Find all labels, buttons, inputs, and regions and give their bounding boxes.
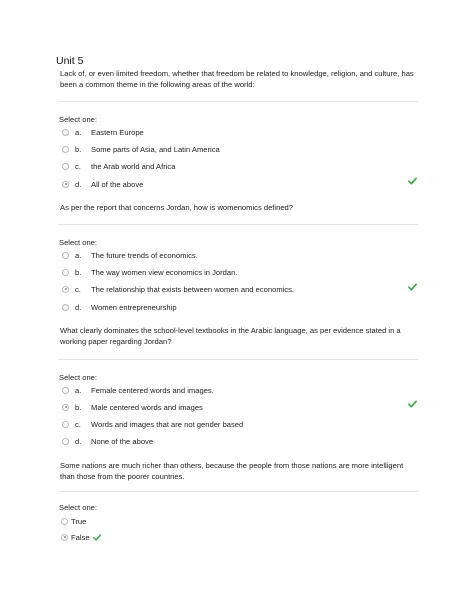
radio-button[interactable] (62, 146, 69, 153)
radio-button-selected[interactable] (62, 286, 69, 293)
option-letter: b. (75, 402, 82, 412)
q3-option-a[interactable] (62, 384, 214, 396)
q4-option-false[interactable] (61, 531, 101, 543)
option-label: Women entrepreneurship (91, 302, 177, 312)
divider (58, 101, 418, 102)
radio-button[interactable] (62, 304, 69, 311)
radio-button-selected[interactable] (62, 404, 69, 411)
option-letter: d. (75, 302, 82, 312)
option-label: The future trends of economics. (91, 250, 198, 260)
correct-check-icon (408, 283, 417, 291)
option-letter: d. (75, 436, 82, 446)
option-label: Eastern Europe (91, 127, 144, 137)
select-one-label: Select one: (59, 503, 97, 512)
q3-option-c[interactable] (62, 418, 243, 430)
option-label: All of the above (91, 179, 144, 189)
option-letter: b. (75, 144, 82, 154)
q2-option-d[interactable] (62, 301, 177, 313)
select-one-label: Select one: (59, 373, 97, 382)
q2-option-a[interactable] (62, 249, 198, 261)
option-label: The way women view economics in Jordan. (91, 267, 238, 277)
q1-option-b[interactable] (62, 143, 220, 155)
option-letter: b. (75, 267, 82, 277)
option-label: Male centered words and images (91, 402, 203, 412)
q1-option-c[interactable] (62, 160, 175, 172)
q4-option-true[interactable] (61, 515, 86, 527)
radio-button[interactable] (62, 129, 69, 136)
q2-option-b[interactable] (62, 266, 237, 278)
divider (58, 491, 418, 492)
option-label: the Arab world and Africa (91, 161, 176, 171)
radio-button[interactable] (62, 269, 69, 276)
select-one-label: Select one: (59, 115, 97, 124)
q2-option-c[interactable] (62, 283, 294, 295)
radio-button[interactable] (62, 421, 69, 428)
question-1-text: Lack of, or even limited freedom, whether that freedom be related to knowledge, religion, and culture, has been a common theme in the following areas of the world: (60, 69, 414, 90)
option-label: Words and images that are not gender based (91, 419, 244, 429)
question-3-text: What clearly dominates the school-level textbooks in the Arabic language, as per evidence stated in a working paper regarding Jordan? (60, 326, 401, 347)
radio-button[interactable] (62, 438, 69, 445)
radio-button[interactable] (62, 387, 69, 394)
radio-button-selected[interactable] (62, 181, 69, 188)
q3-option-b[interactable] (62, 401, 203, 413)
option-letter: a. (75, 250, 82, 260)
radio-button[interactable] (62, 252, 69, 259)
q3-option-d[interactable] (62, 435, 153, 447)
option-letter: c. (75, 284, 81, 294)
option-label: Some parts of Asia, and Latin America (91, 144, 220, 154)
option-label: False (71, 532, 90, 542)
option-label: Female centered words and images. (91, 385, 214, 395)
option-letter: a. (75, 127, 82, 137)
divider (58, 224, 418, 225)
radio-button[interactable] (61, 518, 68, 525)
option-letter: c. (75, 419, 81, 429)
radio-button-selected[interactable] (61, 534, 68, 541)
option-label: The relationship that exists between women and economics. (91, 284, 295, 294)
select-one-label: Select one: (59, 238, 97, 247)
option-label: True (71, 516, 87, 526)
question-2-text: As per the report that concerns Jordan, how is womenomics defined? (60, 203, 293, 212)
option-letter: a. (75, 385, 82, 395)
q1-option-d[interactable] (62, 178, 143, 190)
option-letter: c. (75, 161, 81, 171)
question-4-text: Some nations are much richer than others, because the people from those nations are more intelligent than those from the poorer countries. (60, 461, 404, 482)
unit-title: Unit 5 (56, 55, 84, 67)
divider (58, 359, 418, 360)
correct-check-icon (93, 534, 101, 541)
radio-button[interactable] (62, 163, 69, 170)
q1-option-a[interactable] (62, 126, 144, 138)
option-label: None of the above (91, 436, 154, 446)
option-letter: d. (75, 179, 82, 189)
correct-check-icon (408, 177, 417, 185)
correct-check-icon (408, 400, 417, 408)
